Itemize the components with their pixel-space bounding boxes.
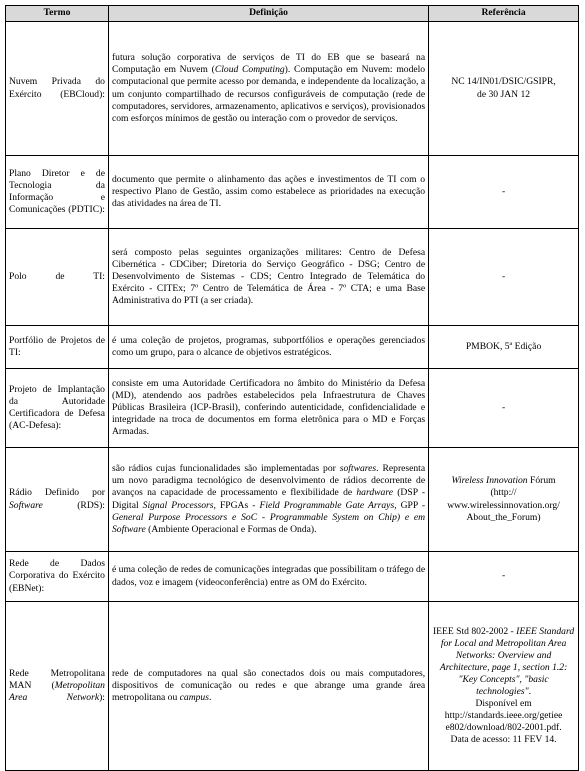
text-run: IEEE Std 802-2002 - bbox=[432, 625, 517, 637]
text-run: Disponível em bbox=[475, 698, 532, 710]
italic-text: softwares bbox=[339, 463, 377, 475]
table-row bbox=[6, 22, 579, 156]
table-row bbox=[6, 552, 579, 602]
table-row bbox=[6, 602, 579, 771]
reference-line: de 30 JAN 12 bbox=[477, 88, 531, 100]
text-run: Data de acesso: 11 FEV 14. bbox=[450, 734, 557, 746]
reference-cell bbox=[429, 156, 579, 229]
text-run: é uma coleção de projetos, programas, subportfólios e operações gerenciados como um grupo, para o alcance de objetivos estratégicos. bbox=[111, 334, 426, 358]
reference-line: - bbox=[501, 401, 506, 413]
table-row bbox=[6, 229, 579, 326]
text-run: www.wirelessinnovation.org/ bbox=[447, 499, 560, 511]
text-run: About_the_Forum) bbox=[466, 511, 541, 523]
term-cell: Projeto de Implantação da Autoridade Certificadora de Defesa (AC-Defesa): bbox=[6, 369, 109, 448]
reference-line: PMBOK, 5ª Edição bbox=[465, 340, 542, 352]
reference-cell bbox=[429, 326, 579, 369]
italic-text: Metropolitan Area Network bbox=[9, 679, 105, 704]
reference-line bbox=[432, 500, 575, 512]
reference-cell bbox=[429, 369, 579, 448]
reference-cell bbox=[429, 22, 579, 156]
definition-cell bbox=[108, 369, 428, 448]
term-cell: Nuvem Privada do Exército (EBCloud): bbox=[6, 22, 109, 156]
term-cell: Portfólio de Projetos de TI: bbox=[6, 326, 109, 369]
text-run: (http:// bbox=[490, 487, 517, 499]
text-run: (Ambiente Operacional e Formas de Onda). bbox=[145, 523, 317, 535]
reference-cell bbox=[429, 602, 579, 771]
table-row bbox=[6, 448, 579, 552]
italic-text: IEEE Standard for Local and Metropolitan Area Networks: Overview and Architecture, page 1, section 1.2: "Key Concepts", "basic technologies" bbox=[439, 625, 575, 697]
text-run: Fórum bbox=[527, 475, 556, 487]
text-run: consiste em uma Autoridade Certificadora no âmbito do Ministério da Defesa (MD), atendendo aos padrões estabelecidos pela Infraestrutura de Chaves Públicas Brasileira (ICP-Brasil), conferindo autenticidade, confidencialidade e integridade na troca de documentos em forma eletrônica para o MD e Forças Armadas. bbox=[111, 377, 426, 438]
reference-cell bbox=[429, 448, 579, 552]
reference-line bbox=[432, 475, 575, 487]
table-row bbox=[6, 326, 579, 369]
term-cell bbox=[6, 602, 109, 771]
reference-line: - bbox=[501, 270, 506, 282]
italic-text: campus bbox=[179, 692, 209, 704]
reference-line bbox=[432, 512, 575, 524]
definition-cell bbox=[108, 326, 428, 369]
text-run: rede de computadores na qual são conectados dois ou mais computadores, dispositivos de comunicação ou redes e que abrange uma grande área metropolitana ou bbox=[111, 667, 426, 704]
header-definition: Definição bbox=[108, 6, 428, 22]
reference-cell bbox=[429, 552, 579, 602]
reference-line bbox=[432, 698, 575, 710]
text-run: será composto pelas seguintes organizações militares: Centro de Defesa Cibernética - CDCiber; Diretoria do Serviço Geográfico - DSG; Centro de Desenvolvimento de Sistemas - CDS; Centro Integrado de Telemática do Exército - CITEx; 7º Centro de Telemática de Área - 7º CTA; e uma Base Administrativa do PTI (a ser criada). bbox=[111, 246, 426, 307]
italic-text: Field Programmable Gate Arrays bbox=[259, 499, 395, 511]
italic-text: Software bbox=[9, 499, 43, 511]
text-run: ). Computação em Nuvem: modelo computacional que permite acesso por demanda, e independente da localização, a um conjunto compartilhado de recursos configuráveis de computação (rede de computadores, servidores, armazenamento, aplicativos e serviços), provisionados com esforços mínimos de gestão ou interação com o provedor de serviços. bbox=[111, 64, 426, 124]
term-cell: Rede de Dados Corporativa do Exército (EBNet): bbox=[6, 552, 109, 602]
table-row bbox=[6, 156, 579, 229]
reference-line: - bbox=[501, 570, 506, 582]
text-run: são rádios cujas funcionalidades são implementadas por bbox=[111, 463, 340, 475]
text-run: (DSP - Digital bbox=[111, 487, 426, 511]
definition-cell bbox=[108, 602, 428, 771]
term-cell: Polo de TI: bbox=[6, 229, 109, 326]
reference-cell bbox=[429, 229, 579, 326]
definition-cell bbox=[108, 22, 428, 156]
glossary-table bbox=[5, 5, 579, 771]
term-cell: Plano Diretor e de Tecnologia da Informação e Comunicações (PDTIC): bbox=[6, 156, 109, 229]
definition-cell bbox=[108, 156, 428, 229]
text-run: . bbox=[208, 692, 212, 704]
header-term: Termo bbox=[6, 6, 109, 22]
italic-text: Wireless Innovation bbox=[451, 475, 528, 487]
text-run: é uma coleção de redes de comunicações integradas que possibilitam o tráfego de dados, voz e imagem (videoconferência) entre as OM do Exército. bbox=[111, 564, 426, 588]
text-run: . Representa um novo paradigma tecnológico de desenvolvimento de rádios decorrente de avanços na capacidade de processamento e flexibilidade de bbox=[111, 463, 426, 499]
text-run: documento que permite o alinhamento das ações e investimentos de TI com o respectivo Plano de Gestão, assim como estabelece as prioridades na execução das atividades na área de TI. bbox=[111, 173, 426, 210]
reference-line bbox=[432, 487, 575, 499]
text-run: (RDS): bbox=[42, 499, 105, 511]
text-run: , FPGAs - bbox=[213, 499, 260, 511]
text-run: Rádio Definido por bbox=[9, 487, 105, 499]
italic-text: General Purpose Processors e SoC - Programmable System on Chip) e em Software bbox=[111, 511, 426, 535]
text-run: , GPP - bbox=[394, 499, 426, 511]
table-header-row bbox=[6, 6, 579, 22]
definition-cell bbox=[108, 552, 428, 602]
italic-text: hardware bbox=[356, 487, 393, 499]
reference-line bbox=[432, 626, 575, 699]
italic-text: Signal Processors bbox=[142, 499, 214, 511]
definition-cell bbox=[108, 448, 428, 552]
reference-line: NC 14/IN01/DSIC/GSIPR, bbox=[451, 76, 556, 88]
text-run: Rede Metropolitana MAN ( bbox=[9, 667, 105, 691]
term-cell bbox=[6, 448, 109, 552]
text-run: . bbox=[528, 686, 532, 697]
italic-text: Cloud Computing bbox=[214, 64, 285, 76]
header-reference: Referência bbox=[429, 6, 579, 22]
definition-cell bbox=[108, 229, 428, 326]
reference-line: - bbox=[501, 185, 506, 197]
text-run: http://standards.ieee.org/getiee e802/download/802-2001.pdf. bbox=[444, 710, 563, 734]
text-run: ): bbox=[99, 692, 105, 704]
table-row bbox=[6, 369, 579, 448]
text-run: futura solução corporativa de serviços de TI do EB que se baseará na Computação em Nuvem ( bbox=[111, 52, 426, 76]
reference-line bbox=[432, 734, 575, 746]
reference-line bbox=[432, 710, 575, 734]
